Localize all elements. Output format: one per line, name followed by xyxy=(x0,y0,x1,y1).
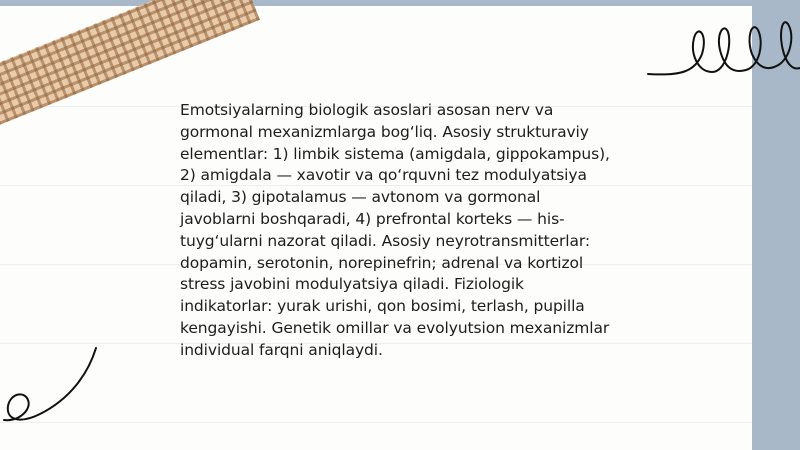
loop-scribble-icon xyxy=(640,14,800,94)
swirl-scribble-icon xyxy=(0,344,110,429)
slide-body-text: Emotsiyalarning biologik asoslari asosan nerv va gormonal mexanizmlarga bog‘liq. Asosiy strukturaviy elementlar: 1) limbik sistema (amigdala, gippokampus), 2) amigdala — xavotir va qo‘rquvni tez modulyatsiya qiladi, 3) gipotalamus — avtonom va gormonal javoblarni boshqaradi, 4) prefrontal korteks — his-tuyg‘ularni nazorat qiladi. Asosiy neyrotransmitterlar: dopamin, serotonin, norepinefrin; adrenal va kortizol stress javobini modulyatsiya qiladi. Fiziologik indikatorlar: yurak urishi, qon bosimi, terlash, pupilla kengayishi. Genetik omillar va evolyutsion mexanizmlar individual farqni aniqlaydi. xyxy=(180,101,610,359)
